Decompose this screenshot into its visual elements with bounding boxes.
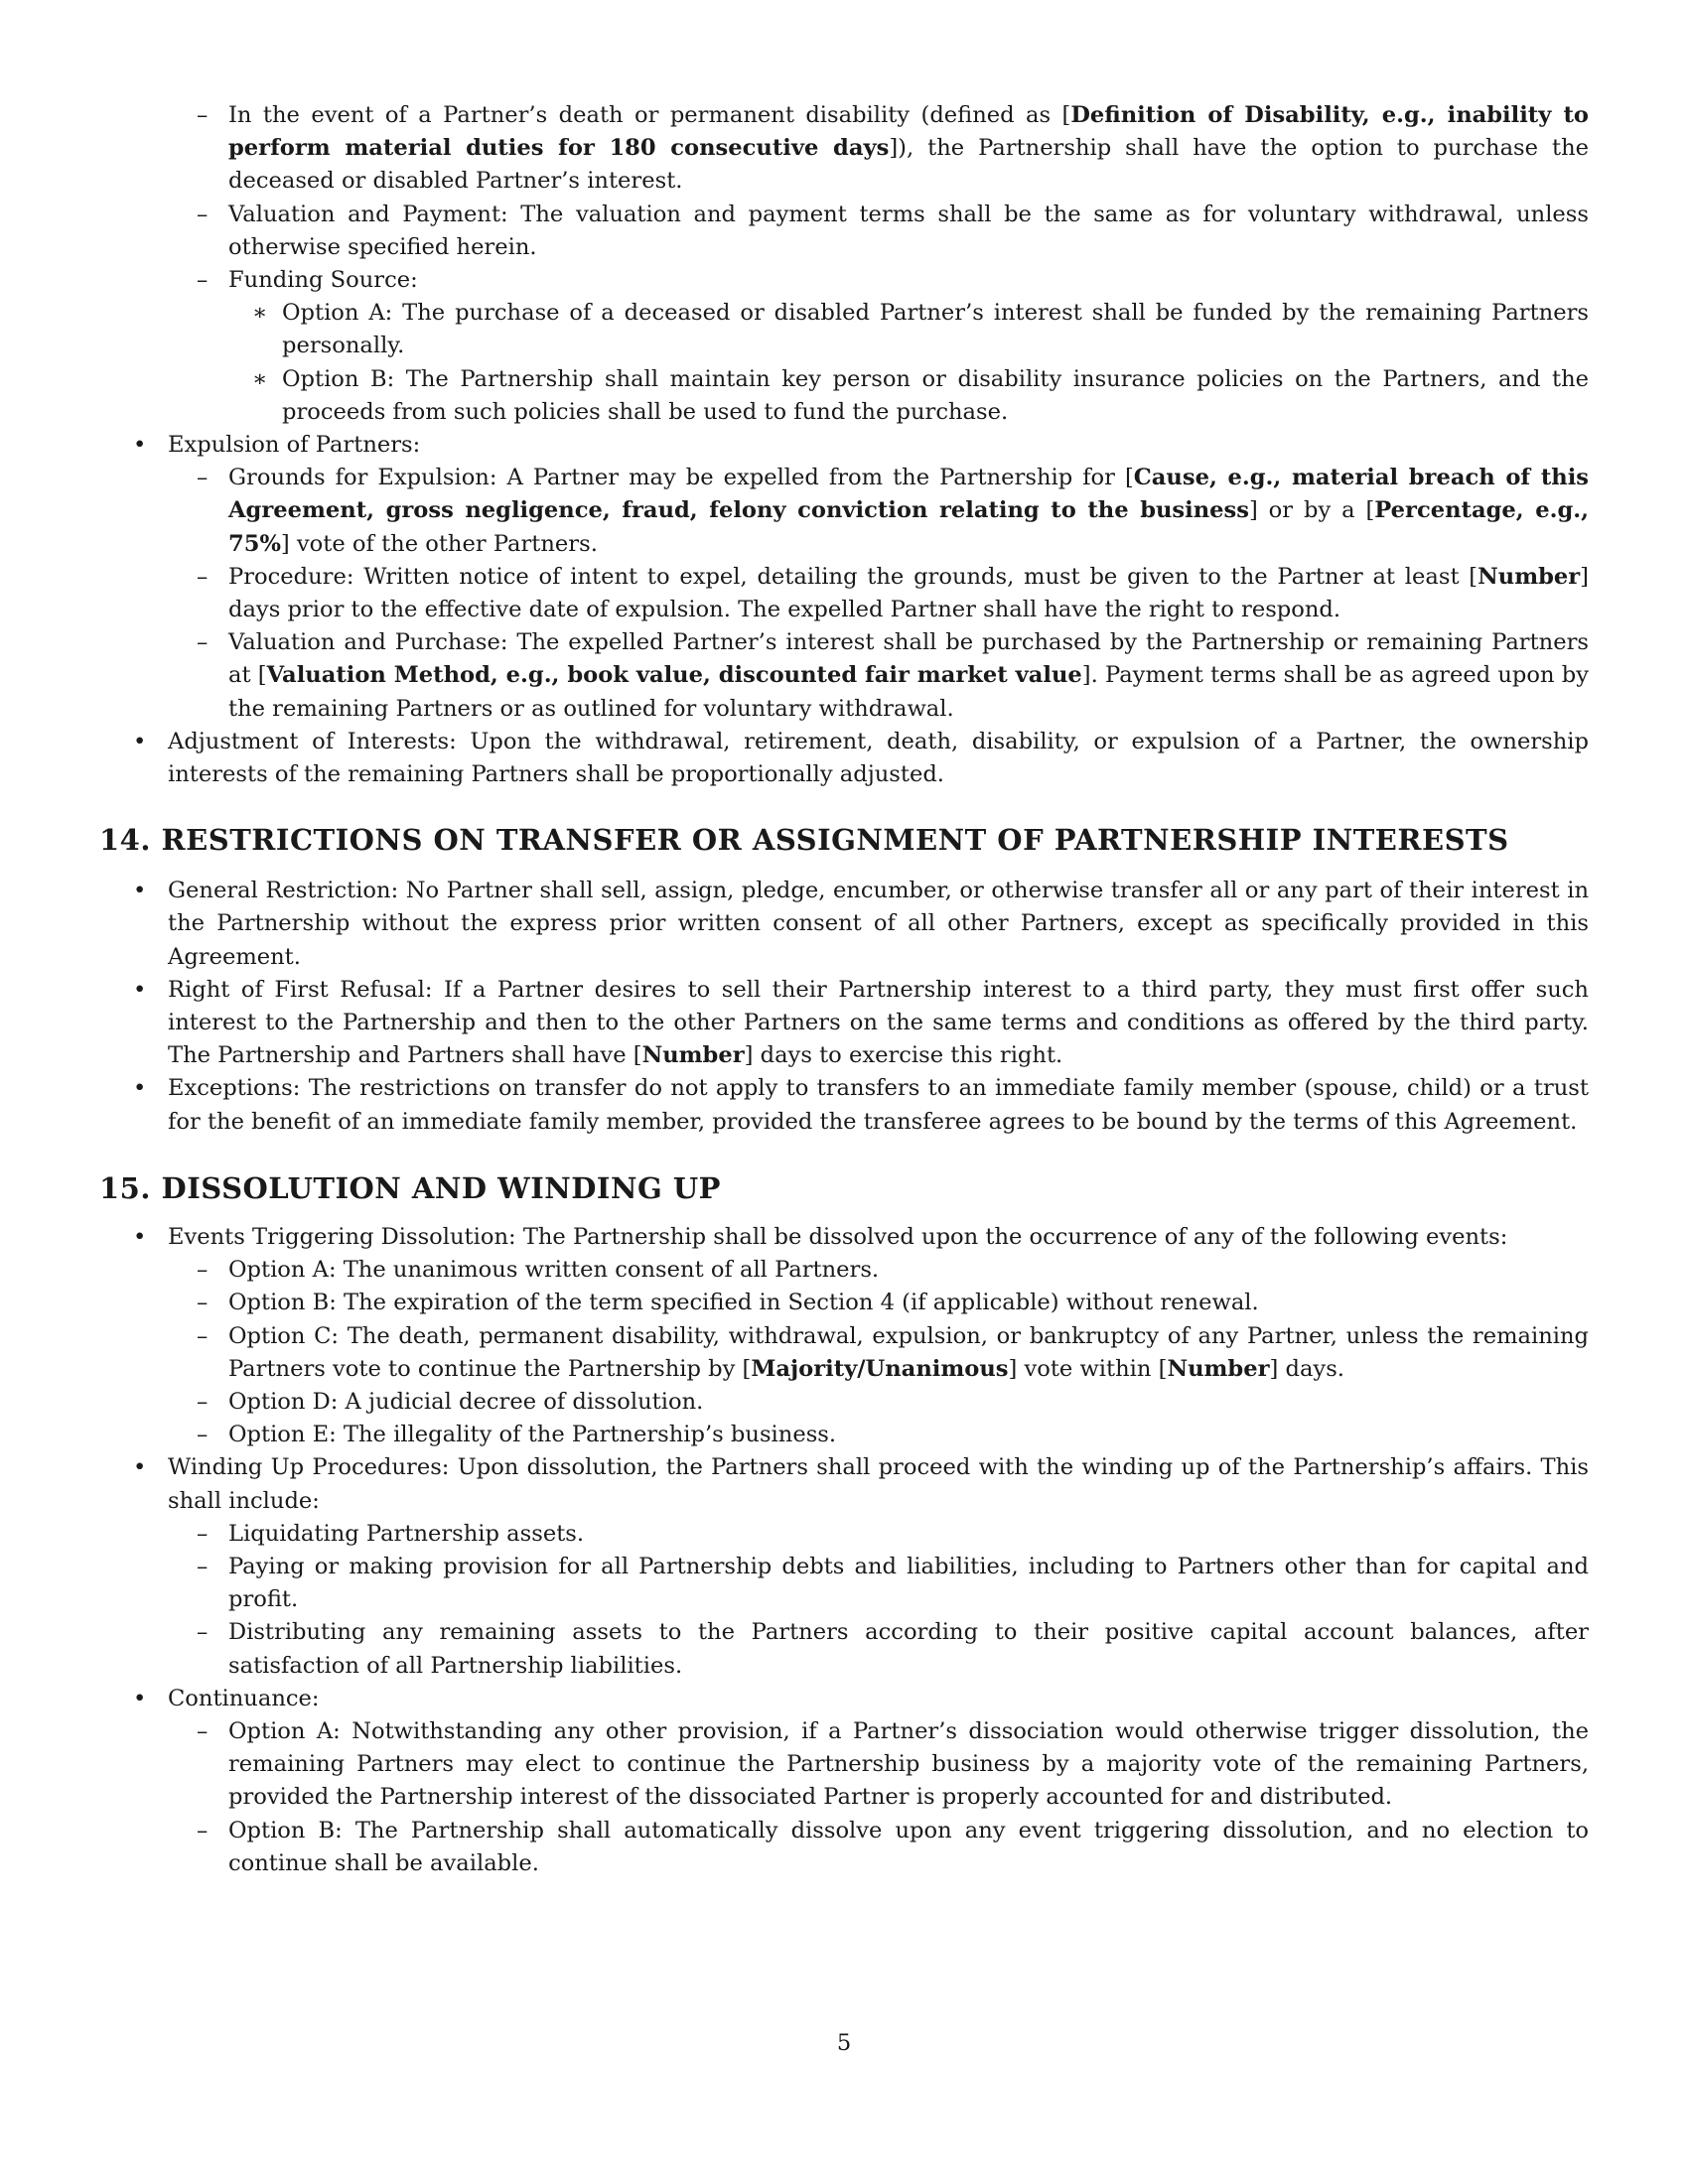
dash-marker: –: [197, 1717, 209, 1744]
continued-list: [99, 99, 1589, 429]
placeholder-valuation-method: Valuation Method, e.g., book value, discounted fair market value: [266, 662, 1082, 689]
placeholder-definition-of-disability: Definition of Disability, e.g., inability to perform material duties for 180 consecutive days: [228, 102, 1589, 162]
bullet-marker: •: [133, 432, 147, 459]
bullet-marker: •: [133, 1223, 147, 1250]
list-item-continuance-option-b: – Option B: The Partnership shall automatically dissolve upon any event triggering dissolution, and no election to continue shall be available.: [168, 1815, 1589, 1880]
dash-marker: –: [197, 1520, 209, 1547]
bullet-marker: •: [133, 728, 147, 754]
section-14-heading: 14. RESTRICTIONS ON TRANSFER OR ASSIGNMENT OF PARTNERSHIP INTERESTS: [99, 823, 1509, 858]
dash-marker: –: [197, 201, 209, 227]
placeholder-number: Number: [1167, 1355, 1270, 1382]
placeholder-number: Number: [641, 1042, 745, 1069]
bullet-marker: •: [133, 976, 147, 1003]
section-14-list: [99, 875, 1589, 1139]
dash-marker: –: [197, 1257, 209, 1284]
page-number: 5: [836, 2030, 852, 2056]
list-item-funding-option-a: ∗ Option A: The purchase of a deceased or disabled Partner’s interest shall be funded by the remaining Partners personally.: [228, 297, 1589, 362]
expulsion-sublist: [168, 462, 1589, 726]
winding-up-sublist: [168, 1518, 1589, 1683]
list-item-continuance-option-a: – Option A: Notwithstanding any other provision, if a Partner’s dissociation would otherwise trigger dissolution, the remaining Partners may elect to continue the Partnership business by a majority vote of the remaining Partners, provided the Partnership interest of the dissociated Partner is properly accounted for and distributed.: [168, 1715, 1589, 1815]
list-item-winding-up: • Winding Up Procedures: Upon dissolution, the Partners shall proceed with the winding up of the Partnership’s affairs. This shall include: – Liquidating Partnership assets. – Paying or making provision for all Partnership debts and liabilities, including to Partners other than for capital and profit. – Distributing any remaining assets to the Partners according to their positive capital account balances, after satisfaction of all Partnership liabilities.: [99, 1451, 1589, 1682]
placeholder-majority-unanimous: Majority/Unanimous: [751, 1355, 1009, 1382]
placeholder-cause: Cause, e.g., material breach of this Agreement, gross negligence, fraud, felony conviction relating to the business: [228, 465, 1589, 524]
list-item-dissolution-option-e: – Option E: The illegality of the Partnership’s business.: [168, 1419, 1589, 1451]
bullet-marker: •: [133, 1454, 147, 1481]
list-item-dissolution-option-c: – Option C: The death, permanent disability, withdrawal, expulsion, or bankruptcy of any Partner, unless the remaining Partners vote to continue the Partnership by [Majority/Unanimous] vote within [Number] days.: [168, 1320, 1589, 1386]
dash-marker: –: [197, 1553, 209, 1579]
list-item-expulsion-purchase: – Valuation and Purchase: The expelled Partner’s interest shall be purchased by the Partnership or remaining Partners at [Valuation Method, e.g., book value, discounted fair market value]. Payment terms shall be as agreed upon by the remaining Partners or as outlined for voluntary withdrawal.: [168, 626, 1589, 726]
list-item-events-triggering-dissolution: • Events Triggering Dissolution: The Partnership shall be dissolved upon the occurrence of any of the following events: – Option A: The unanimous written consent of all Partners. – Option B: The expiration of the term specified in Section 4 (if applicable) without renewal. – Option C: The death, permanent disability, withdrawal, expulsion, or bankruptcy of any Partner, unless the remaining Partners vote to continue the Partnership by [Majority/Unanimous] vote within [Number] days. – Option D: A judicial decree of dissolution. – Option E: The illegality of the Partnership’s business.: [99, 1221, 1589, 1451]
list-item-paying-debts: – Paying or making provision for all Partnership debts and liabilities, including to Partners other than for capital and profit.: [168, 1551, 1589, 1616]
dash-marker: –: [197, 267, 209, 294]
list-item-funding-option-b: ∗ Option B: The Partnership shall maintain key person or disability insurance policies on the Partners, and the proceeds from such policies shall be used to fund the purchase.: [228, 363, 1589, 429]
star-marker: ∗: [252, 365, 268, 392]
list-item-liquidating: – Liquidating Partnership assets.: [168, 1518, 1589, 1551]
dash-marker: –: [197, 563, 209, 590]
list-item-dissolution-option-d: – Option D: A judicial decree of dissolution.: [168, 1386, 1589, 1419]
list-item-general-restriction: • General Restriction: No Partner shall sell, assign, pledge, encumber, or otherwise transfer all or any part of their interest in the Partnership without the express prior written consent of all other Partners, except as specifically provided in this Agreement.: [99, 875, 1589, 974]
list-item-valuation-payment: – Valuation and Payment: The valuation and payment terms shall be the same as for voluntary withdrawal, unless otherwise specified herein.: [99, 199, 1589, 264]
dash-marker: –: [197, 1422, 209, 1448]
dash-marker: –: [197, 1619, 209, 1646]
list-item-continuance: • Continuance: – Option A: Notwithstanding any other provision, if a Partner’s dissociation would otherwise trigger dissolution, the remaining Partners may elect to continue the Partnership business by a majority vote of the remaining Partners, provided the Partnership interest of the dissociated Partner is properly accounted for and distributed. – Option B: The Partnership shall automatically dissolve upon any event triggering dissolution, and no election to continue shall be available.: [99, 1683, 1589, 1880]
list-item-expulsion-procedure: – Procedure: Written notice of intent to expel, detailing the grounds, must be given to the Partner at least [Number] days prior to the effective date of expulsion. The expelled Partner shall have the right to respond.: [168, 561, 1589, 626]
list-item-dissolution-option-a: – Option A: The unanimous written consent of all Partners.: [168, 1254, 1589, 1287]
list-item-adjustment: • Adjustment of Interests: Upon the withdrawal, retirement, death, disability, or expulsion of a Partner, the ownership interests of the remaining Partners shall be proportionally adjusted.: [99, 726, 1589, 791]
list-item-distributing: – Distributing any remaining assets to the Partners according to their positive capital account balances, after satisfaction of all Partnership liabilities.: [168, 1616, 1589, 1682]
bullet-marker: •: [133, 1075, 147, 1102]
funding-options-list: [228, 297, 1589, 429]
list-item-right-of-first-refusal: • Right of First Refusal: If a Partner desires to sell their Partnership interest to a third party, they must first offer such interest to the Partnership and then to the other Partners on the same terms and conditions as offered by the third party. The Partnership and Partners shall have [Number] days to exercise this right.: [99, 974, 1589, 1073]
bullet-marker: •: [133, 1685, 147, 1711]
list-item-dissolution-option-b: – Option B: The expiration of the term specified in Section 4 (if applicable) without renewal.: [168, 1287, 1589, 1319]
dash-marker: –: [197, 102, 209, 128]
dash-marker: –: [197, 465, 209, 491]
document-page: [99, 99, 1589, 1880]
dash-marker: –: [197, 1817, 209, 1843]
list-item-death-disability: – In the event of a Partner’s death or permanent disability (defined as [Definition of Disability, e.g., inability to perform material duties for 180 consecutive days]), the Partnership shall have the option to purchase the deceased or disabled Partner’s interest.: [99, 99, 1589, 199]
list-item-expulsion: • Expulsion of Partners: – Grounds for Expulsion: A Partner may be expelled from the Partnership for [Cause, e.g., material breach of this Agreement, gross negligence, fraud, felony conviction relating to the business] or by a [Percentage, e.g., 75%] vote of the other Partners. – Procedure: Written notice of intent to expel, detailing the grounds, must be given to the Partner at least [Number] days prior to the effective date of expulsion. The expelled Partner shall have the right to respond. – Valuation and Purchase: The expelled Partner’s interest shall be purchased by the Partnership or remaining Partners at [Valuation Method, e.g., book value, discounted fair market value]. Payment terms shall be as agreed upon by the remaining Partners or as outlined for voluntary withdrawal.: [99, 429, 1589, 726]
dash-marker: –: [197, 1322, 209, 1349]
dash-marker: –: [197, 629, 209, 656]
section-13-list: [99, 429, 1589, 791]
dash-marker: –: [197, 1388, 209, 1415]
section-15-heading: 15. DISSOLUTION AND WINDING UP: [99, 1170, 721, 1205]
bullet-marker: •: [133, 878, 147, 904]
continuance-sublist: [168, 1715, 1589, 1880]
placeholder-number: Number: [1477, 563, 1581, 590]
list-item-expulsion-grounds: – Grounds for Expulsion: A Partner may be expelled from the Partnership for [Cause, e.g., material breach of this Agreement, gross negligence, fraud, felony conviction relating to the business] or by a [Percentage, e.g., 75%] vote of the other Partners.: [168, 462, 1589, 561]
list-item-funding-source: – Funding Source: ∗ Option A: The purchase of a deceased or disabled Partner’s interest shall be funded by the remaining Partners personally. ∗ Option B: The Partnership shall maintain key person or disability insurance policies on the Partners, and the proceeds from such policies shall be used to fund the purchase.: [99, 264, 1589, 429]
star-marker: ∗: [252, 300, 268, 327]
placeholder-percentage: Percentage, e.g., 75%: [228, 497, 1589, 557]
section-15-list: [99, 1221, 1589, 1880]
list-item-exceptions: • Exceptions: The restrictions on transfer do not apply to transfers to an immediate family member (spouse, child) or a trust for the benefit of an immediate family member, provided the transferee agrees to be bound by the terms of this Agreement.: [99, 1072, 1589, 1138]
dissolution-events-sublist: [168, 1254, 1589, 1451]
dash-marker: –: [197, 1290, 209, 1316]
